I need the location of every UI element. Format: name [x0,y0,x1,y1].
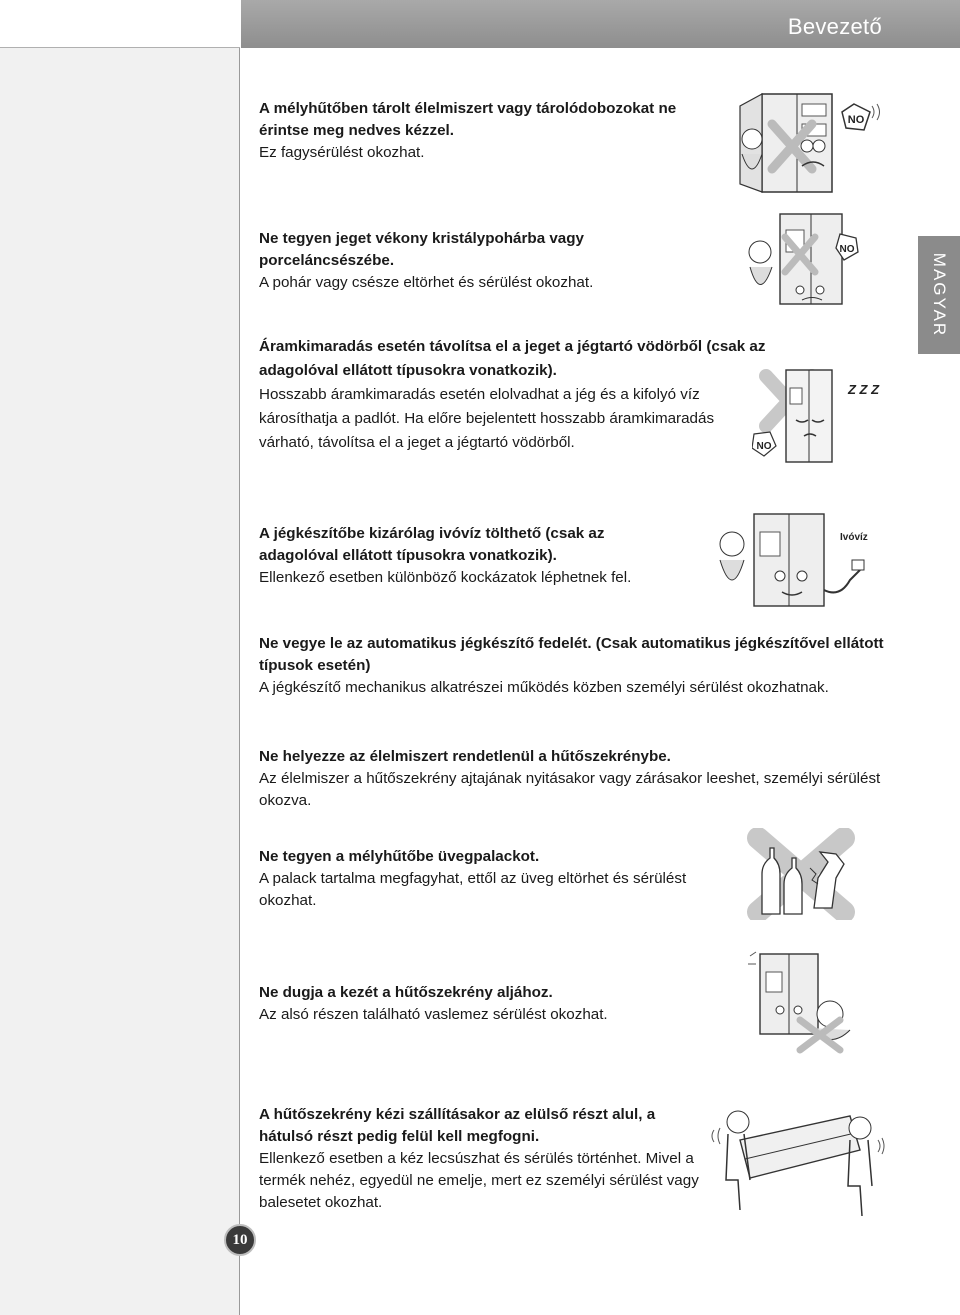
section-heading: A mélyhűtőben tárolt élelmiszert vagy tárolódobozokat ne érintse meg nedves kézzel. [259,100,677,139]
water-label: Ivóvíz [840,532,868,543]
section-text: Az élelmiszer a hűtőszekrény ajtajának nyitásakor vagy zárásakor leeshet, személyi sérülést okozva. [259,770,881,809]
section-heading: Ne vegye le az automatikus jégkészítő fedelét. (Csak automatikus jégkészítővel ellátott típusok esetén) [259,635,884,674]
illustration-glass-bottles [744,828,860,920]
section-carrying [259,1104,699,1214]
header-band [241,0,960,48]
section-text: A jégkészítő mechanikus alkatrészei működés közben személyi sérülést okozhatnak. [259,679,829,696]
illustration-thin-glass [740,212,870,307]
illustration-carrying [710,1100,885,1220]
language-tab [918,236,960,354]
section-heading: A jégkészítőbe kizárólag ivóvíz tölthető (csak az adagolóval ellátott típusokra vonatkozik). [259,525,605,564]
no-label: NO [847,114,865,126]
section-icemaker-cover [259,633,919,699]
section-text: A pohár vagy csésze eltörhet és sérülést okozhat. [259,274,594,291]
section-food-arrangement [259,746,899,812]
illustration-power-outage [752,364,880,469]
zzz-label: Z Z Z [848,382,880,397]
section-heading: Ne tegyen jeget vékony kristálypohárba vagy porceláncsészébe. [259,230,584,269]
no-label: NO [839,244,855,255]
section-drinking-water [259,523,679,589]
section-heading: Ne tegyen a mélyhűtőbe üvegpalackot. [259,848,540,865]
illustration-bottom-hand [740,950,860,1055]
section-thin-glass [259,228,679,294]
section-text: A palack tartalma megfagyhat, ettől az üveg eltörhet és sérülést okozhat. [259,870,687,909]
left-margin-header [0,0,240,48]
section-heading: Ne dugja a kezét a hűtőszekrény aljához. [259,984,553,1001]
illustration-wet-hands [722,84,882,194]
section-text: Ellenkező esetben különböző kockázatok léphetnek fel. [259,569,632,586]
no-label: NO [756,441,772,452]
section-heading: Ne helyezze az élelmiszert rendetlenül a hűtőszekrénybe. [259,748,671,765]
section-wet-hands [259,98,719,164]
language-tab-label: MAGYAR [930,252,949,338]
section-title: Bevezető [787,14,882,39]
section-text: Ellenkező esetben a kéz lecsúszhat és sérülés történhet. Mivel a termék nehéz, egyedül ne emelje, mert ez személyi sérülést vagy balesetet okozhat. [259,1150,699,1211]
page-number: 10 [224,1224,256,1256]
illustration-drinking-water [710,510,875,610]
left-margin-strip [0,0,240,1315]
section-heading: Áramkimaradás esetén távolítsa el a jeget a jégtartó vödörből (csak az adagolóval ellátott típusokra vonatkozik). [259,338,766,379]
section-heading: A hűtőszekrény kézi szállításakor az elülső részt alul, a hátulsó részt pedig felül kell megfogni. [259,1106,656,1145]
section-text: Ez fagysérülést okozhat. [259,144,425,161]
section-bottom-hand [259,982,699,1026]
section-power-outage [259,335,819,455]
section-text: Hosszabb áramkimaradás esetén elolvadhat a jég és a kifolyó víz károsíthatja a padlót. Ha előre bejelentett hosszabb áramkimaradás várható, távolítsa el a jeget a jégtartó vödörből. [259,386,715,451]
section-glass-bottles [259,846,689,912]
section-text: Az alsó részen található vaslemez sérülést okozhat. [259,1006,608,1023]
